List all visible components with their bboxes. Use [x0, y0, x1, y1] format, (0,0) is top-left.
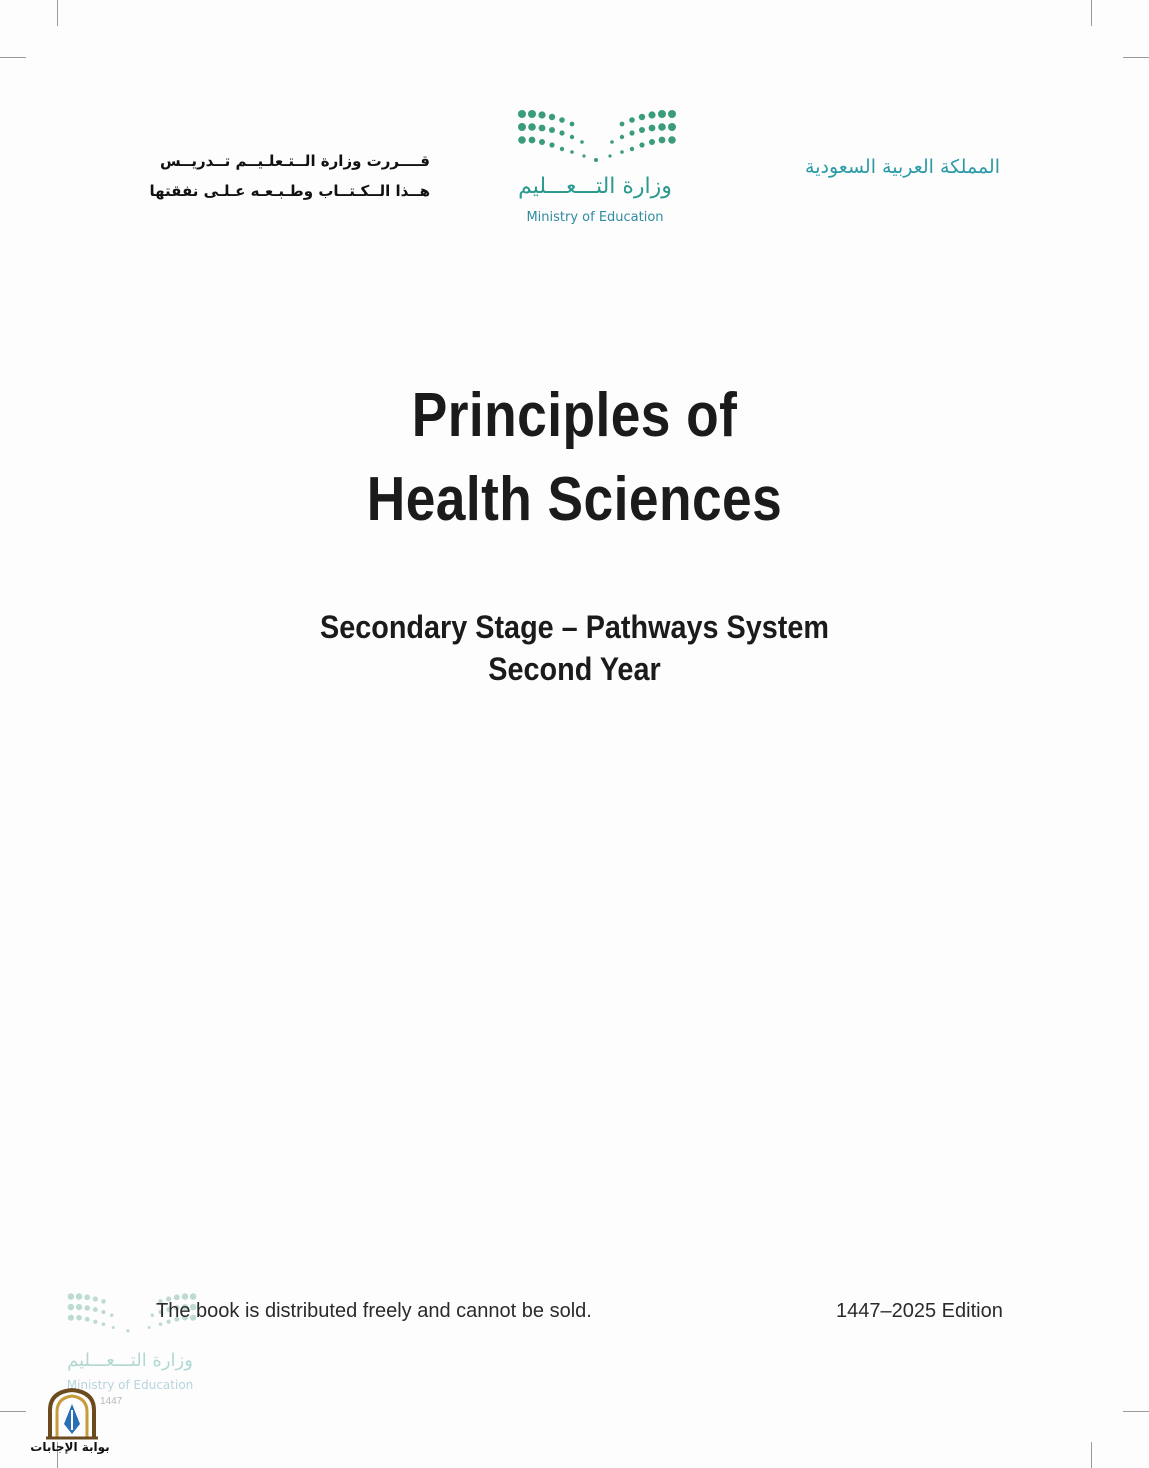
approval-statement: [150, 146, 430, 206]
site-logo-icon: [44, 1388, 100, 1445]
kingdom-name: المملكة العربية السعودية: [805, 156, 1000, 178]
ministry-name-arabic: وزارة التـــعـــليم: [518, 174, 672, 199]
watermark-ministry-english: Ministry of Education: [66, 1378, 194, 1392]
crop-mark: [1091, 1442, 1092, 1468]
crop-mark: [57, 0, 58, 26]
title-line-2: Health Sciences: [366, 465, 783, 534]
crop-mark: [0, 1411, 26, 1412]
book-title: [0, 374, 1149, 542]
crop-mark: [0, 57, 26, 58]
book-subtitle: [0, 606, 1149, 690]
crop-mark: [1091, 0, 1092, 26]
approval-line-1: قــــررت وزارة الــتـعلـيــم تــدريــس: [159, 152, 430, 170]
site-label: بوابة الإجابات: [30, 1440, 110, 1454]
crop-mark: [1123, 57, 1149, 58]
edition-label: 1447–2025 Edition: [836, 1300, 1003, 1322]
crop-mark: [1123, 1411, 1149, 1412]
ministry-name-english: Ministry of Education: [526, 210, 664, 225]
ministry-logo-icon: [512, 104, 682, 166]
approval-line-2: هــذا الــكـتــاب وطـبـعـه عـلـى نفقتها: [149, 182, 430, 200]
subtitle-line-2: Second Year: [488, 651, 661, 687]
subtitle-line-1: Secondary Stage – Pathways System: [319, 609, 830, 645]
watermark-ministry-arabic: وزارة التـــعـــليم: [67, 1350, 193, 1371]
watermark-year: 1447: [100, 1396, 123, 1407]
distribution-note: The book is distributed freely and cannot be sold.: [156, 1300, 592, 1322]
title-line-1: Principles of: [411, 381, 738, 450]
